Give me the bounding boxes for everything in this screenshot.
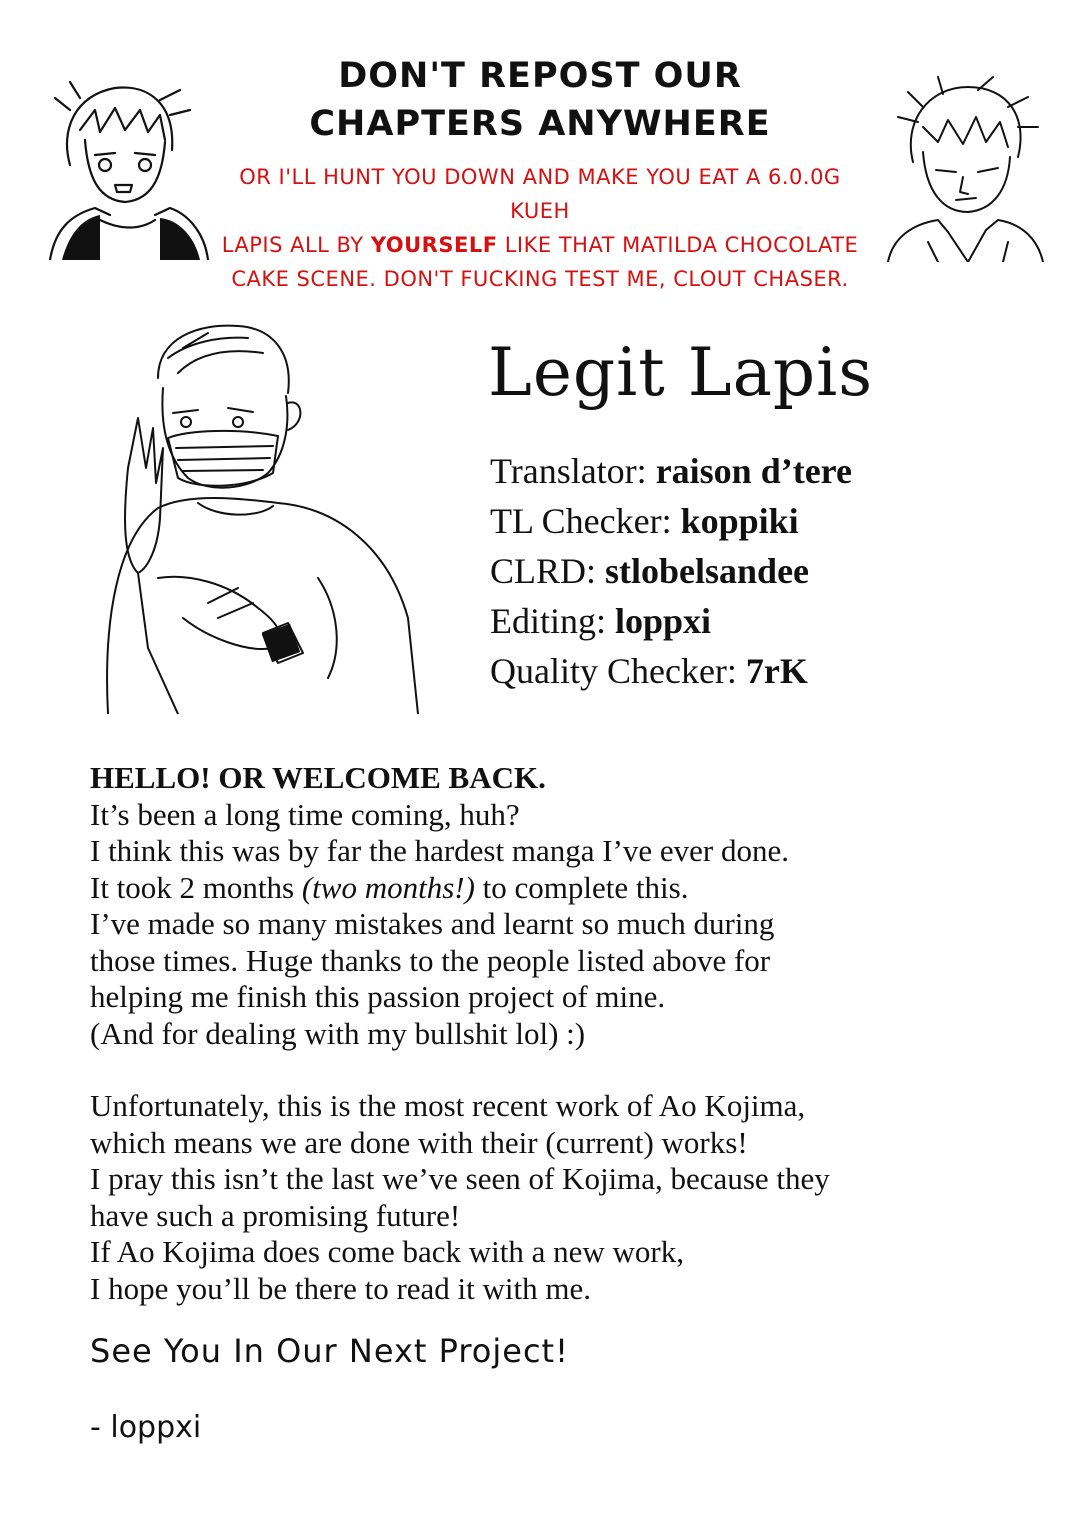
note-line: helping me finish this passion project of mine. — [90, 979, 666, 1014]
note-line: If Ao Kojima does come back with a new work, — [90, 1234, 685, 1269]
project-title: Legit Lapis — [488, 334, 874, 411]
signature-text: - loppxi — [90, 1410, 202, 1445]
note-line: I think this was by far the hardest manga I’ve ever done. — [90, 833, 789, 868]
tired-man-illustration — [868, 72, 1048, 262]
warning-title-line-1: DON'T REPOST OUR — [338, 56, 742, 96]
note-line: I pray this isn’t the last we’ve seen of Kojima, because they — [90, 1161, 830, 1196]
note-line: those times. Huge thanks to the people listed above for — [90, 942, 771, 978]
credit-quality-checker: Quality Checker: 7rK — [490, 651, 808, 691]
credit-clrd: CLRD: stlobelsandee — [490, 551, 810, 591]
paragraph-spacer — [90, 1052, 1010, 1088]
note-line: It took 2 months (two months!) to complete this. — [90, 869, 689, 905]
note-line: I hope you’ll be there to read it with me. — [90, 1270, 592, 1306]
repost-warning-title — [250, 52, 830, 148]
note-line: I’ve made so many mistakes and learnt so much during — [90, 906, 775, 941]
signoff-text: See You In Our Next Project! — [90, 1332, 569, 1370]
chibi-girl-illustration — [40, 70, 210, 260]
note-greeting: HELLO! OR WELCOME BACK. — [90, 760, 546, 795]
warning-sub-line-2: LAPIS ALL BY YOURSELF LIKE THAT MATILDA CHOCOLATE — [221, 233, 859, 257]
note-line: have such a promising future! — [90, 1197, 461, 1233]
note-line: It’s been a long time coming, huh? — [90, 796, 520, 832]
note-line: Unfortunately, this is the most recent work of Ao Kojima, — [90, 1088, 806, 1123]
credit-editing: Editing: loppxi — [490, 601, 712, 641]
translator-note — [90, 760, 1010, 1307]
note-line: (And for dealing with my bullshit lol) :) — [90, 1015, 586, 1051]
warning-title-line-2: CHAPTERS ANYWHERE — [309, 104, 771, 144]
masked-man-gloves-illustration — [88, 318, 424, 714]
credit-tl-checker: TL Checker: koppiki — [490, 501, 799, 541]
credit-translator: Translator: raison d’tere — [490, 451, 852, 491]
note-line: which means we are done with their (current) works! — [90, 1124, 748, 1160]
warning-sub-line-1: OR I'LL HUNT YOU DOWN AND MAKE YOU EAT A 6.0.0G KUEH — [239, 165, 841, 223]
repost-warning-subtext — [215, 160, 865, 296]
warning-sub-line-3: CAKE SCENE. DON'T FUCKING TEST ME, CLOUT CHASER. — [231, 267, 849, 291]
